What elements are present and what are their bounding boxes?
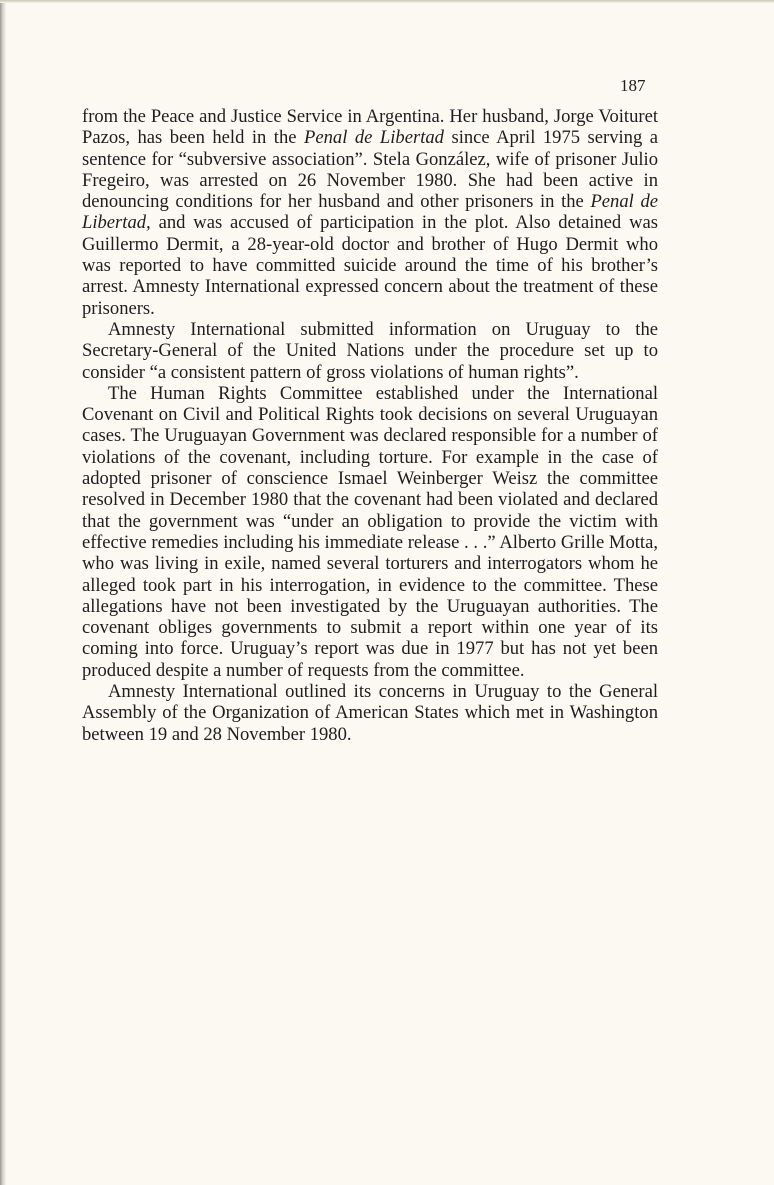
italic-prison-name-2: Penal de Libertad,: [82, 191, 658, 234]
paragraph-4: Amnesty International outlined its concerns in Uruguay to the General Assembly of the Organization of American States which met in Washington between 19 and 28 November 1980.: [82, 681, 658, 745]
paragraph-1-text-c: and was accused of participation in the plot. Also detained was Guillermo Dermit, a 28-year-old doctor and brother of Hugo Dermit who was reported to have committed suicide around the time of his brother’s arrest. Amnesty International expressed concern about the treatment of these prisoners.: [82, 212, 658, 319]
page-top-edge: [0, 0, 774, 3]
body-text: [82, 106, 658, 745]
paragraph-1: [82, 106, 658, 319]
paragraph-1-text-a: from the Peace and Justice Service in Argentina. Her husband, Jorge Voituret Pazos, has been held in the: [82, 106, 658, 149]
italic-prison-name: Penal de Libertad: [304, 127, 444, 149]
page-edge: [0, 0, 6, 1185]
page-number: 187: [620, 76, 646, 95]
paragraph-2: Amnesty International submitted information on Uruguay to the Secretary-General of the United Nations under the procedure set up to consider “a consistent pattern of gross violations of human rights”.: [82, 318, 658, 383]
paragraph-1-text-b: since April 1975 serving a sentence for “subversive association”. Stela González, wife of prisoner Julio Fregeiro, was arrested on 26 November 1980. She had been active in denouncing conditions for her husband and other prisoners in the: [82, 127, 658, 213]
paragraph-3: The Human Rights Committee established under the International Covenant on Civil and Political Rights took decisions on several Uruguayan cases. The Uruguayan Government was declared responsible for a number of violations of the covenant, including torture. For example in the case of adopted prisoner of conscience Ismael Weinberger Weisz the committee resolved in December 1980 that the covenant had been violated and declared that the government was “under an obligation to provide the victim with effective remedies including his immediate release . . .” Alberto Grille Motta, who was living in exile, named several torturers and interrogators whom he alleged took part in his interrogation, in evidence to the committee. These allegations have not been investigated by the Uruguayan authorities. The covenant obliges governments to submit a report within one year of its coming into force. Uruguay’s report was due in 1977 but has not yet been produced despite a number of requests from the committee.: [82, 382, 658, 681]
